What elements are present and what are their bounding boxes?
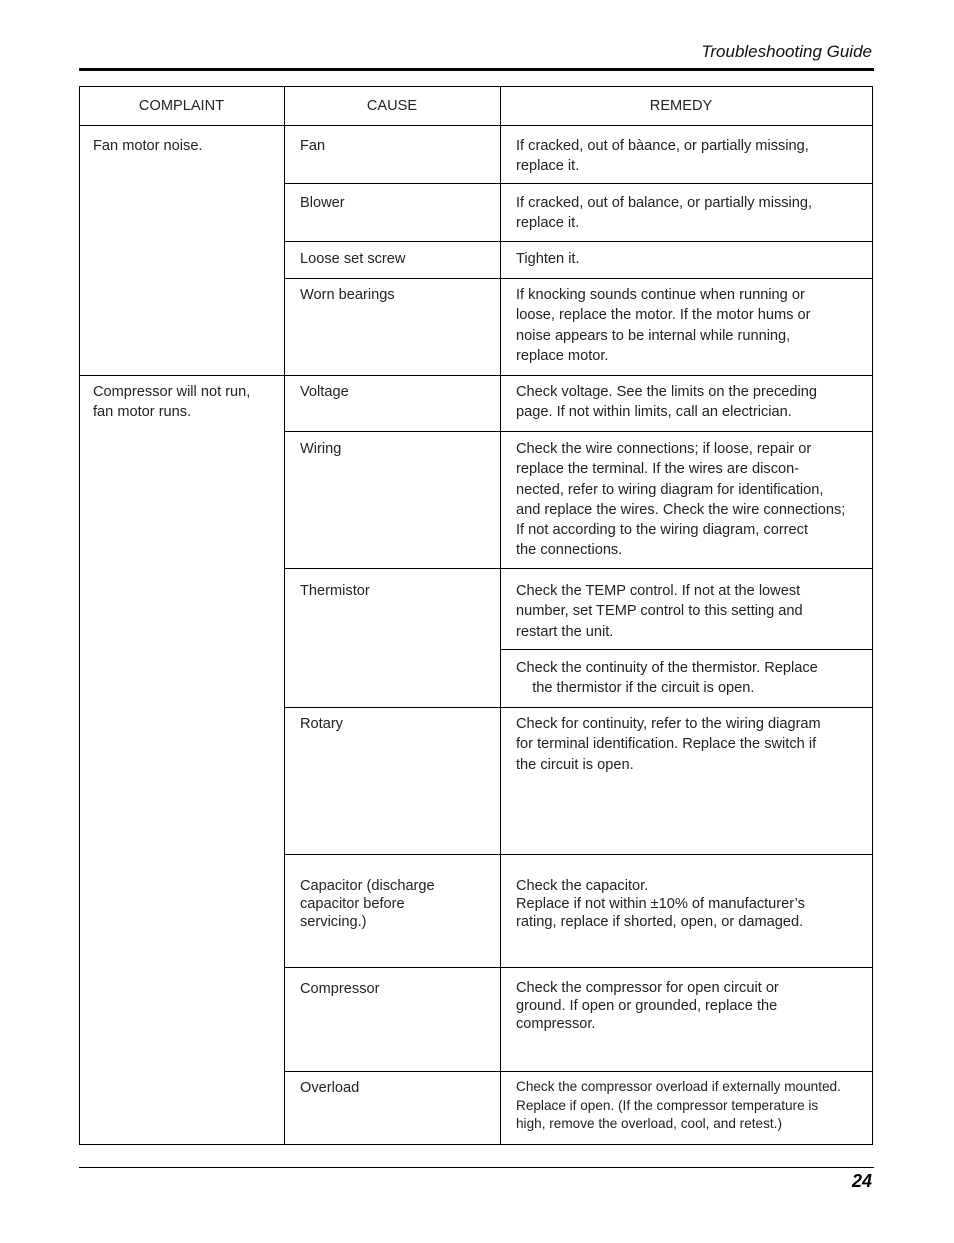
row-divider bbox=[284, 568, 873, 569]
table-border-top bbox=[79, 86, 873, 87]
table-border-left bbox=[79, 86, 80, 1145]
column-divider-cause bbox=[500, 86, 501, 1145]
footer-rule bbox=[79, 1167, 874, 1168]
cause-cell: Loose set screw bbox=[300, 251, 406, 267]
remedy-cell: If knocking sounds continue when running or loose, replace the motor. If the motor hums or noise appears to be internal while running, replace motor. bbox=[516, 287, 811, 364]
column-header-cause: CAUSE bbox=[366, 98, 418, 114]
column-divider-complaint bbox=[284, 86, 285, 1145]
header-row-divider bbox=[79, 125, 873, 126]
remedy-subdivider bbox=[500, 649, 873, 650]
table-border-bottom bbox=[79, 1144, 873, 1145]
remedy-cell: Check the wire connections; if loose, repair or replace the terminal. If the wires are discon- nected, refer to wiring diagram for identification, and replace the wires. Check the wire connections; If not according to the wiring diagram, correct the connections. bbox=[516, 441, 846, 559]
remedy-cell: Check the TEMP control. If not at the lowest number, set TEMP control to this setting and restart the unit. bbox=[516, 583, 803, 640]
cause-cell: Compressor bbox=[300, 981, 380, 997]
remedy-cell: Check voltage. See the limits on the preceding page. If not within limits, call an electrician. bbox=[516, 384, 817, 421]
remedy-cell: Check the capacitor. Replace if not within ±10% of manufacturer’s rating, replace if shorted, open, or damaged. bbox=[516, 878, 805, 930]
cause-cell: Fan bbox=[300, 138, 326, 154]
remedy-cell: If cracked, out of bàance, or partially missing, replace it. bbox=[516, 138, 809, 175]
cause-cell: Rotary bbox=[300, 716, 343, 732]
cause-cell: Thermistor bbox=[300, 583, 370, 599]
cause-cell: Blower bbox=[300, 195, 345, 211]
remedy-cell: Check the continuity of the thermistor. Replace the thermistor if the circuit is open. bbox=[516, 660, 818, 697]
row-divider bbox=[284, 241, 873, 242]
row-divider bbox=[284, 183, 873, 184]
complaint-cell: Compressor will not run, fan motor runs. bbox=[93, 384, 251, 421]
row-divider bbox=[284, 431, 873, 432]
page-header-title: Troubleshooting Guide bbox=[701, 42, 872, 61]
remedy-cell: Check the compressor for open circuit or ground. If open or grounded, replace the compressor. bbox=[516, 980, 779, 1032]
page-number: 24 bbox=[851, 1171, 872, 1191]
cause-cell: Worn bearings bbox=[300, 287, 395, 303]
row-divider bbox=[284, 854, 873, 855]
remedy-cell: If cracked, out of balance, or partially missing, replace it. bbox=[516, 195, 813, 232]
cause-cell: Wiring bbox=[300, 441, 342, 457]
cause-cell: Voltage bbox=[300, 384, 349, 400]
row-divider bbox=[284, 967, 873, 968]
column-header-remedy: REMEDY bbox=[649, 98, 713, 114]
cause-cell: Capacitor (discharge capacitor before servicing.) bbox=[300, 878, 435, 930]
remedy-cell: Check the compressor overload if externally mounted. Replace if open. (If the compressor temperature is high, remove the overload, cool, and retest.) bbox=[516, 1079, 841, 1131]
complaint-divider bbox=[79, 375, 873, 376]
row-divider bbox=[284, 1071, 873, 1072]
cause-cell: Overload bbox=[300, 1080, 360, 1096]
row-divider bbox=[284, 707, 873, 708]
column-header-complaint: COMPLAINT bbox=[138, 98, 225, 114]
remedy-cell: Tighten it. bbox=[516, 251, 580, 267]
remedy-cell: Check for continuity, refer to the wiring diagram for terminal identification. Replace the switch if the circuit is open. bbox=[516, 716, 821, 773]
row-divider bbox=[284, 278, 873, 279]
table-border-right bbox=[872, 86, 873, 1145]
complaint-cell: Fan motor noise. bbox=[93, 138, 203, 154]
